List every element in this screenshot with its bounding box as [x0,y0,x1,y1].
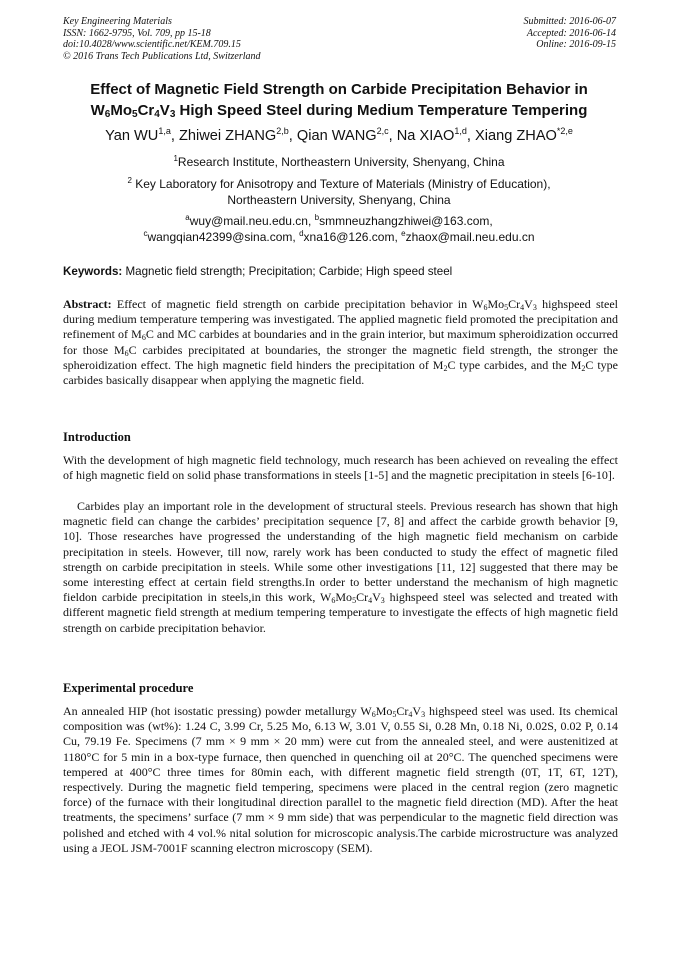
title-line-2: $W_6Mo_5Cr_4V_3$ High Speed Steel during Medium Temperature Tempering [90,102,588,120]
author-emails: $^a$wuy@mail.neu.edu.cn, $^b$smmneuzhangzhiwei@163.com, $^c$wangqian42399@sina.com, $^d$xna16@126.com, $^e$zhaox@mail.neu.edu.cn [143,213,535,244]
doi-line: doi:10.4028/www.scientific.net/KEM.709.15 [63,39,241,50]
author-name: Qian WANG [296,128,377,144]
email-link[interactable]: xna16@126.com, [303,230,402,244]
email-link[interactable]: smmneuzhangzhiwei@163.com, [319,214,493,228]
author-name: Yan WU [105,128,159,144]
experimental-paragraph-1: An annealed HIP (hot isostatic pressing) powder metallurgy $W_6Mo_5Cr_4V_3$ highspeed steel was used. Its chemical composition was (wt%): 1.24 C, 3.99 Cr, 5.25 Mo, 6.13 W, 3.01 V, 0.55 Si, 0.28 Mn, 0.18 Ni, 0.02S, 0.02 P, 0.14 Cu, 79.19 Fe. Specimens (7 mm × 9 mm × 20 mm) were cut from the annealed steel, and were austenitized at 1180°C for 5 min in a box-type furnace, then quenched in quenching oil at 20°C. The quenched specimens were tempered at 400°C three times for 80min each, with different magnetic field strength (0T, 1T, 6T, 12T), respectively. During the magnetic field tempering, specimens were placed in the central region (zero magnetic force) of the furnace with their longitudinal direction parallel to the magnetic field direction (MD). After the heat treatments, the specimens’ surface (7 mm × 9 mm side) that was perpendicular to the magnetic field direction was polished and etched with 4 vol.% nital solution for microscopic analysis.The carbide microstructure was analyzed using a JEOL JSM-7001F scanning electron microscopy (SEM). [63,704,618,855]
paper-title [40,79,638,121]
submitted-date: Submitted: 2016-06-07 [523,16,616,27]
section-heading-introduction: Introduction [63,430,131,444]
online-date: Online: 2016-09-15 [536,39,616,50]
copyright-line: © 2016 Trans Tech Publications Ltd, Switzerland [63,50,261,62]
author-name: Xiang ZHAO [474,128,557,144]
title-line-1: Effect of Magnetic Field Strength on Carbide Precipitation Behavior in [90,81,588,98]
affiliation-1: $^1$Research Institute, Northeastern University, Shenyang, China [173,154,505,169]
introduction-paragraph-1: With the development of high magnetic field technology, much research has been achieved on revealing the effect of high magnetic field on solid phase transformations in steels [1-5] and the magnetic precipitation in steels [6-10]. [63,453,618,483]
keywords-label: Keywords: [63,265,123,278]
email-link[interactable]: wangqian42399@sina.com, [147,230,300,244]
issn-line: ISSN: 1662-9795, Vol. 709, pp 15-18 [63,27,211,39]
journal-name: Key Engineering Materials [63,16,172,27]
dates-info [524,16,617,51]
accepted-date: Accepted: 2016-06-14 [526,27,616,39]
introduction-paragraph-2: Carbides play an important role in the development of structural steels. Previous research has shown that high magnetic field can change the carbides’ precipitation sequence [7, 8] and affect the carbide growth behavior [9, 10]. Those researches have progressed the understanding of the high magnetic field mechanism on carbide precipitation in steels. However, till now, rarely work has been conducted to study the effect of magnetic filed strength on carbide precipitation in steels. While some other investigations [11, 12] suggested that there may be some interesting effect at certain field strengths.In order to better understand the mechanism of high magnetic fieldon carbide precipitation in steels,in this work, $W_6Mo_5Cr_4V_3$ highspeed steel was selected and treated with different magnetic field strength at medium tempering temperature to investigate the effects of high magnetic field strength on carbide precipitation behavior. [63,499,618,635]
email-link[interactable]: zhaox@mail.neu.edu.cn [405,230,535,244]
author-name: Zhiwei ZHANG [178,128,277,144]
journal-info [63,16,261,62]
keywords: Keywords: Magnetic field strength; Precipitation; Carbide; High speed steel [63,265,453,278]
author-name: Na XIAO [396,128,455,144]
email-link[interactable]: wuy@mail.neu.edu.cn, [189,214,315,228]
abstract: Abstract: Effect of magnetic field strength on carbide precipitation behavior in $W_6Mo_5Cr_4V_3$ highspeed steel during medium temperature tempering was investigated. The applied magnetic field promoted the precipitation and refinement of $M_6C$ and MC carbides at boundaries and in the grain interior, but maximum spheroidization occurred for those $M_6C$ carbides precipitated at boundaries, the stronger the magnetic field strength, the stronger the spheroidization effect. The high magnetic field hinders the precipitation of $M_2C$ type carbides, and the $M_2C$ type carbides basically disappear when applying the magnetic field. [63,297,619,388]
author-list: Yan WU$^{1,a}$, Zhiwei ZHANG$^{2,b}$, Qian WANG$^{2,c}$, Na XIAO$^{1,d}$, Xiang ZHAO$^{*2,e}$ [105,126,573,144]
affiliation-2: $^2$ Key Laboratory for Anisotropy and Texture of Materials (Ministry of Education), Northeastern University, Shenyang, China [127,176,551,207]
abstract-label: Abstract: [63,297,112,311]
section-heading-experimental: Experimental procedure [63,681,194,695]
